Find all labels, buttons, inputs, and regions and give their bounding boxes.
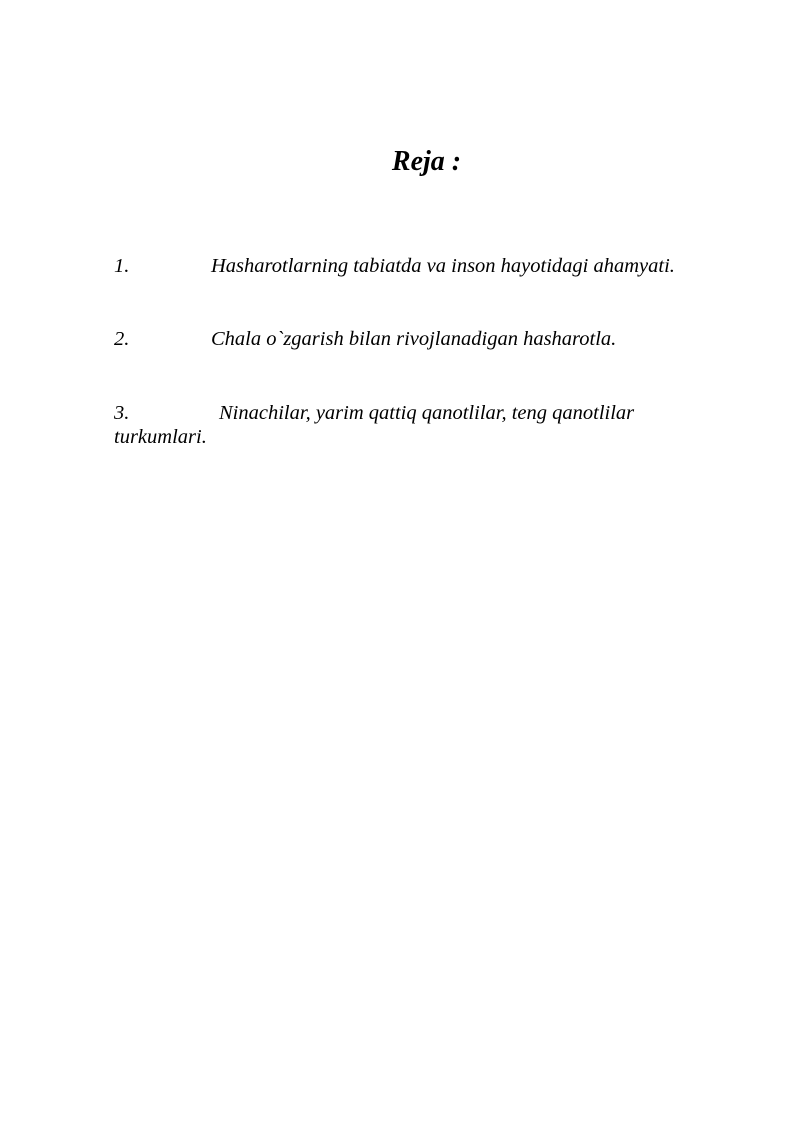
plan-item-number: 1. (114, 255, 130, 277)
plan-item-number: 3. (114, 402, 130, 424)
plan-item-text: Ninachilar, yarim qattiq qanotlilar, teng qanotlilar turkumlari. (114, 402, 635, 448)
plan-item-2 (114, 327, 714, 351)
plan-item-number: 2. (114, 328, 130, 350)
page-title: Reja : (391, 146, 462, 177)
plan-item-1 (114, 254, 714, 278)
plan-item-3 (114, 401, 714, 449)
plan-item-text: Chala o`zgarish bilan rivojlanadigan hasharotla. (211, 328, 617, 350)
plan-item-text: Hasharotlarning tabiatda va inson hayotidagi ahamyati. (211, 255, 675, 277)
